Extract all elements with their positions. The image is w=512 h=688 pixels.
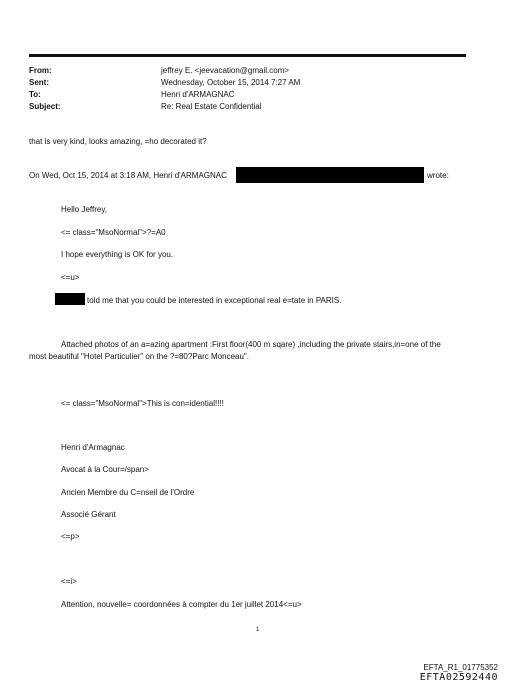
redaction-block: [55, 293, 85, 305]
quote-intro: On Wed, Oct 15, 2014 at 3:18 AM, Henri d'ARMAGNAC: [29, 171, 227, 180]
attached-line-1: Attached photos of an a=azing apartment :First floor(400 m sqare) ,including the private stairs,in=one of the: [61, 340, 441, 349]
hope-line: I hope everything is OK for you.: [61, 250, 174, 259]
signature-name: Henri d'Armagnac: [61, 443, 125, 452]
tag-p-line: <=p>: [61, 532, 80, 541]
signature-associe: Associé Gérant: [61, 510, 116, 519]
from-label: From:: [29, 66, 52, 75]
sent-value: Wednesday, October 15, 2014 7:27 AM: [161, 78, 301, 87]
reply-text: that is very kind, looks amazing, =ho decorated it?: [29, 137, 207, 146]
subject-value: Re: Real Estate Confidential: [161, 102, 262, 111]
signature-avocat: Avocat à la Cour=/span>: [61, 465, 149, 474]
attention-line: Attention, nouvelle= coordonnées à compter du 1er juillet 2014<=u>: [61, 600, 302, 609]
tag-u-line: <=u>: [61, 273, 80, 282]
to-label: To:: [29, 90, 41, 99]
to-value: Henri d'ARMAGNAC: [161, 90, 235, 99]
subject-label: Subject:: [29, 102, 61, 111]
attached-line-2: most beautiful "Hotel Particulier" on the ?=80?Parc Monceau".: [29, 352, 249, 361]
efta-small-id: EFTA_R1_01775352: [423, 663, 498, 672]
told-line: told me that you could be interested in exceptional real e=tate in PARIS.: [87, 296, 342, 305]
sent-label: Sent:: [29, 78, 49, 87]
quote-intro-wrote: wrote:: [427, 171, 449, 180]
signature-ancien: Ancien Membre du C=nseil de l'Ordre: [61, 488, 195, 497]
confidential-line: <= class="MsoNormal">This is con=idential!!!!: [61, 399, 224, 408]
from-value: jeffrey E. <jeevacation@gmail.com>: [161, 66, 290, 75]
mso-normal-line: <= class="MsoNormal">?=A0: [61, 228, 166, 237]
header-rule: [29, 54, 466, 57]
greeting: Hello Jeffrey,: [61, 205, 107, 214]
efta-large-id: EFTA02592440: [419, 672, 498, 683]
redaction-block: [236, 167, 424, 183]
tag-i-line: <=i>: [61, 577, 77, 586]
page-number: 1: [256, 627, 260, 633]
